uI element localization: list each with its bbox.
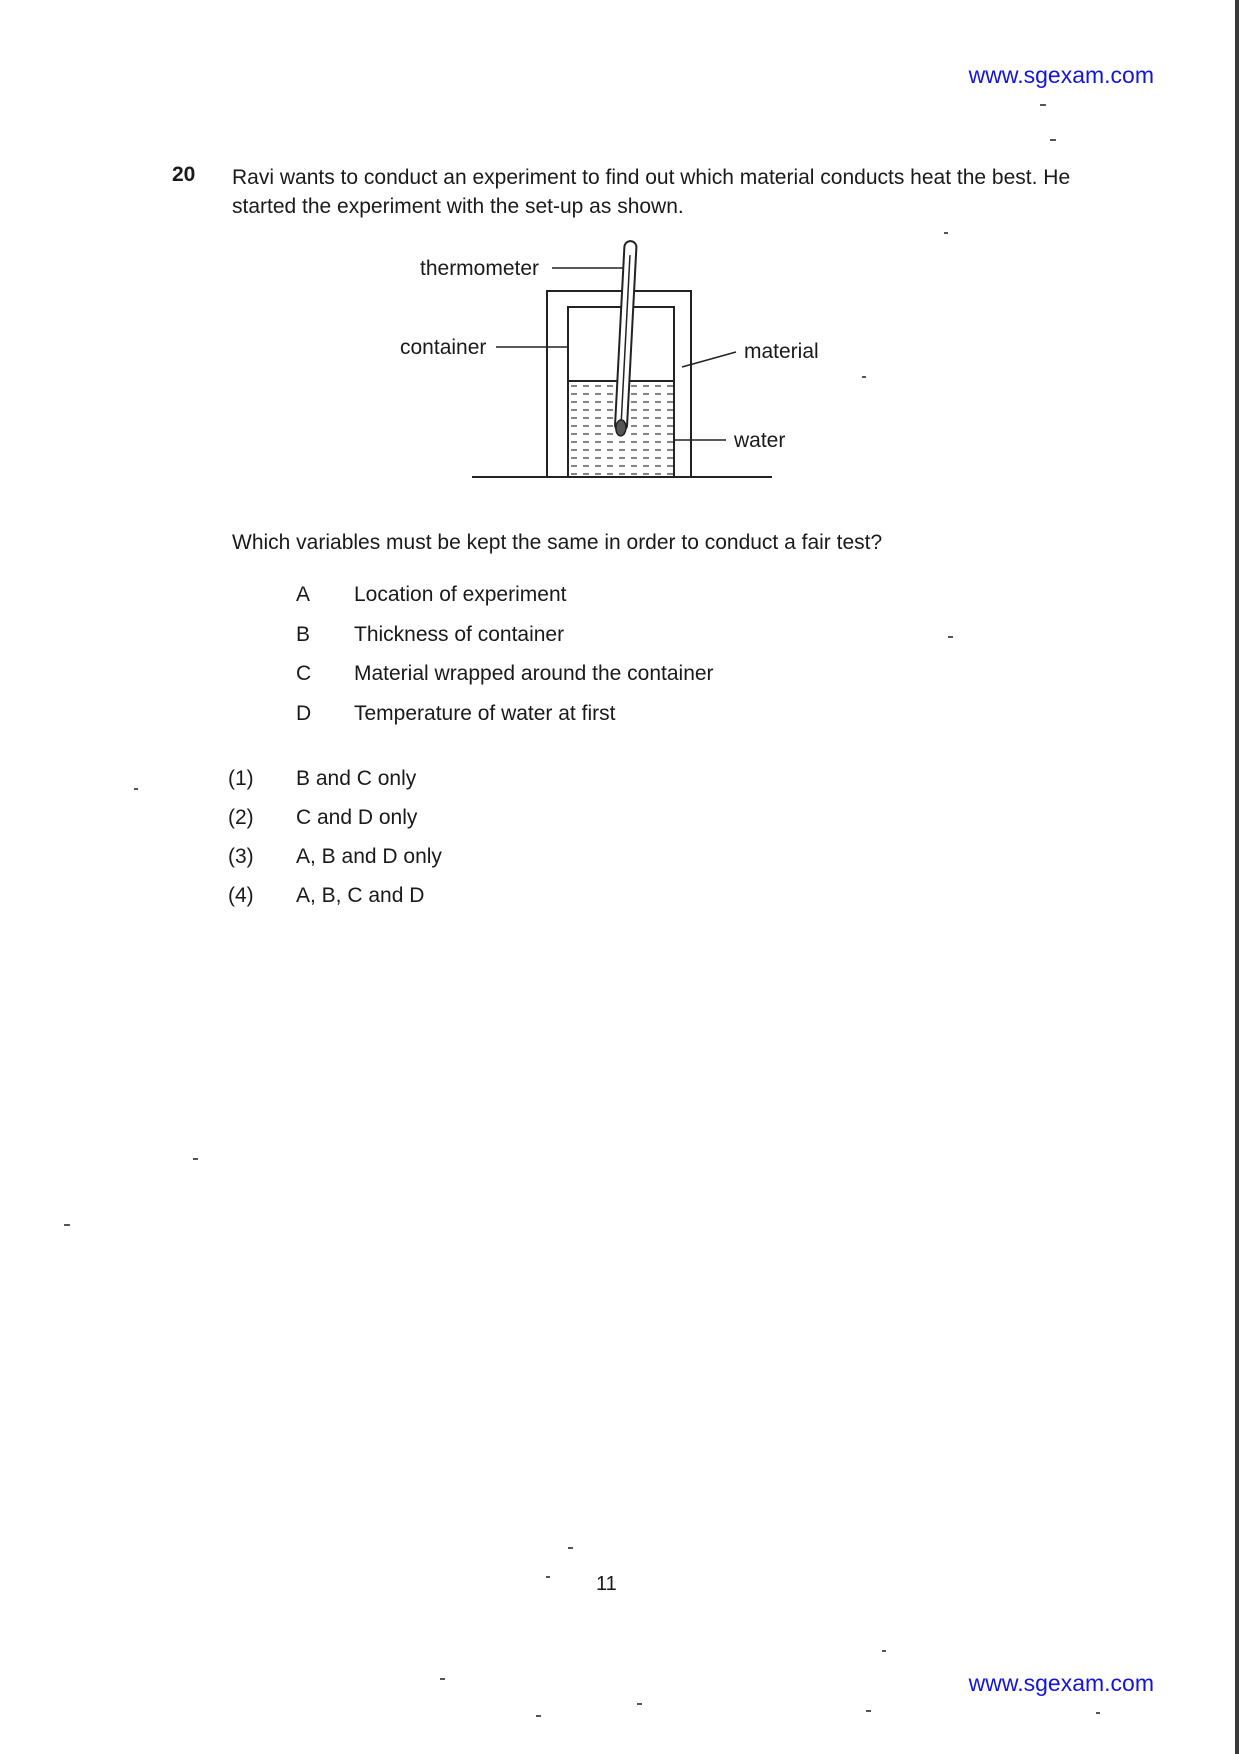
- scan-speck: [944, 232, 948, 234]
- scan-speck: [948, 636, 953, 638]
- statement-letter: B: [296, 622, 311, 646]
- container-label: container: [400, 336, 487, 359]
- statement-d: [296, 702, 714, 742]
- scan-speck: [134, 788, 138, 790]
- scan-speck: [64, 1224, 70, 1226]
- statement-text: Location of experiment: [354, 583, 567, 606]
- statement-text: Temperature of water at first: [354, 701, 616, 725]
- scan-speck: [862, 376, 866, 378]
- scan-speck: [193, 1158, 198, 1160]
- statement-text: Material wrapped around the container: [354, 662, 714, 685]
- statement-c: [296, 662, 714, 702]
- statement-b: [296, 623, 714, 663]
- experiment-diagram-svg: [390, 230, 850, 490]
- scan-speck: [866, 1710, 871, 1712]
- answer-option-4[interactable]: [228, 884, 442, 923]
- material-label: material: [744, 340, 819, 363]
- statement-letter: A: [296, 583, 311, 606]
- header-watermark[interactable]: www.sgexam.com: [968, 62, 1154, 88]
- scan-speck: [637, 1703, 642, 1705]
- scan-speck: [536, 1715, 541, 1717]
- scan-speck: [1050, 139, 1056, 141]
- scan-speck: [546, 1576, 550, 1578]
- question-prompt: Which variables must be kept the same in order to conduct a fair test?: [232, 531, 883, 554]
- scan-speck: [568, 1547, 573, 1549]
- answer-options: [228, 767, 442, 923]
- option-number: (2): [228, 806, 254, 829]
- statement-list: [296, 583, 714, 741]
- answer-option-3[interactable]: [228, 845, 442, 884]
- page-scan-edge: [1235, 0, 1239, 1754]
- statement-a: [296, 583, 714, 623]
- statement-text: Thickness of container: [354, 622, 565, 646]
- footer-watermark[interactable]: www.sgexam.com: [968, 1670, 1154, 1696]
- answer-option-1[interactable]: [228, 767, 442, 806]
- scan-speck: [1040, 104, 1046, 106]
- option-number: (1): [228, 767, 254, 790]
- scan-speck: [440, 1678, 445, 1680]
- question-number: 20: [172, 163, 196, 186]
- thermometer-label: thermometer: [420, 257, 540, 280]
- option-text: A, B, C and D: [296, 884, 425, 907]
- question-stem: Ravi wants to conduct an experiment to find out which material conducts heat the best. He started the experiment with the set-up as shown.: [232, 166, 1071, 218]
- answer-option-2[interactable]: [228, 806, 442, 845]
- option-text: A, B and D only: [296, 845, 442, 868]
- statement-letter: D: [296, 701, 312, 725]
- scan-speck: [1096, 1712, 1100, 1714]
- option-number: (3): [228, 845, 254, 868]
- scan-speck: [882, 1650, 886, 1652]
- page-number: 11: [596, 1573, 617, 1595]
- option-text: C and D only: [296, 806, 418, 829]
- water-label: water: [734, 429, 786, 452]
- statement-letter: C: [296, 662, 312, 685]
- option-text: B and C only: [296, 767, 417, 790]
- option-number: (4): [228, 884, 254, 907]
- experiment-diagram: [390, 230, 850, 490]
